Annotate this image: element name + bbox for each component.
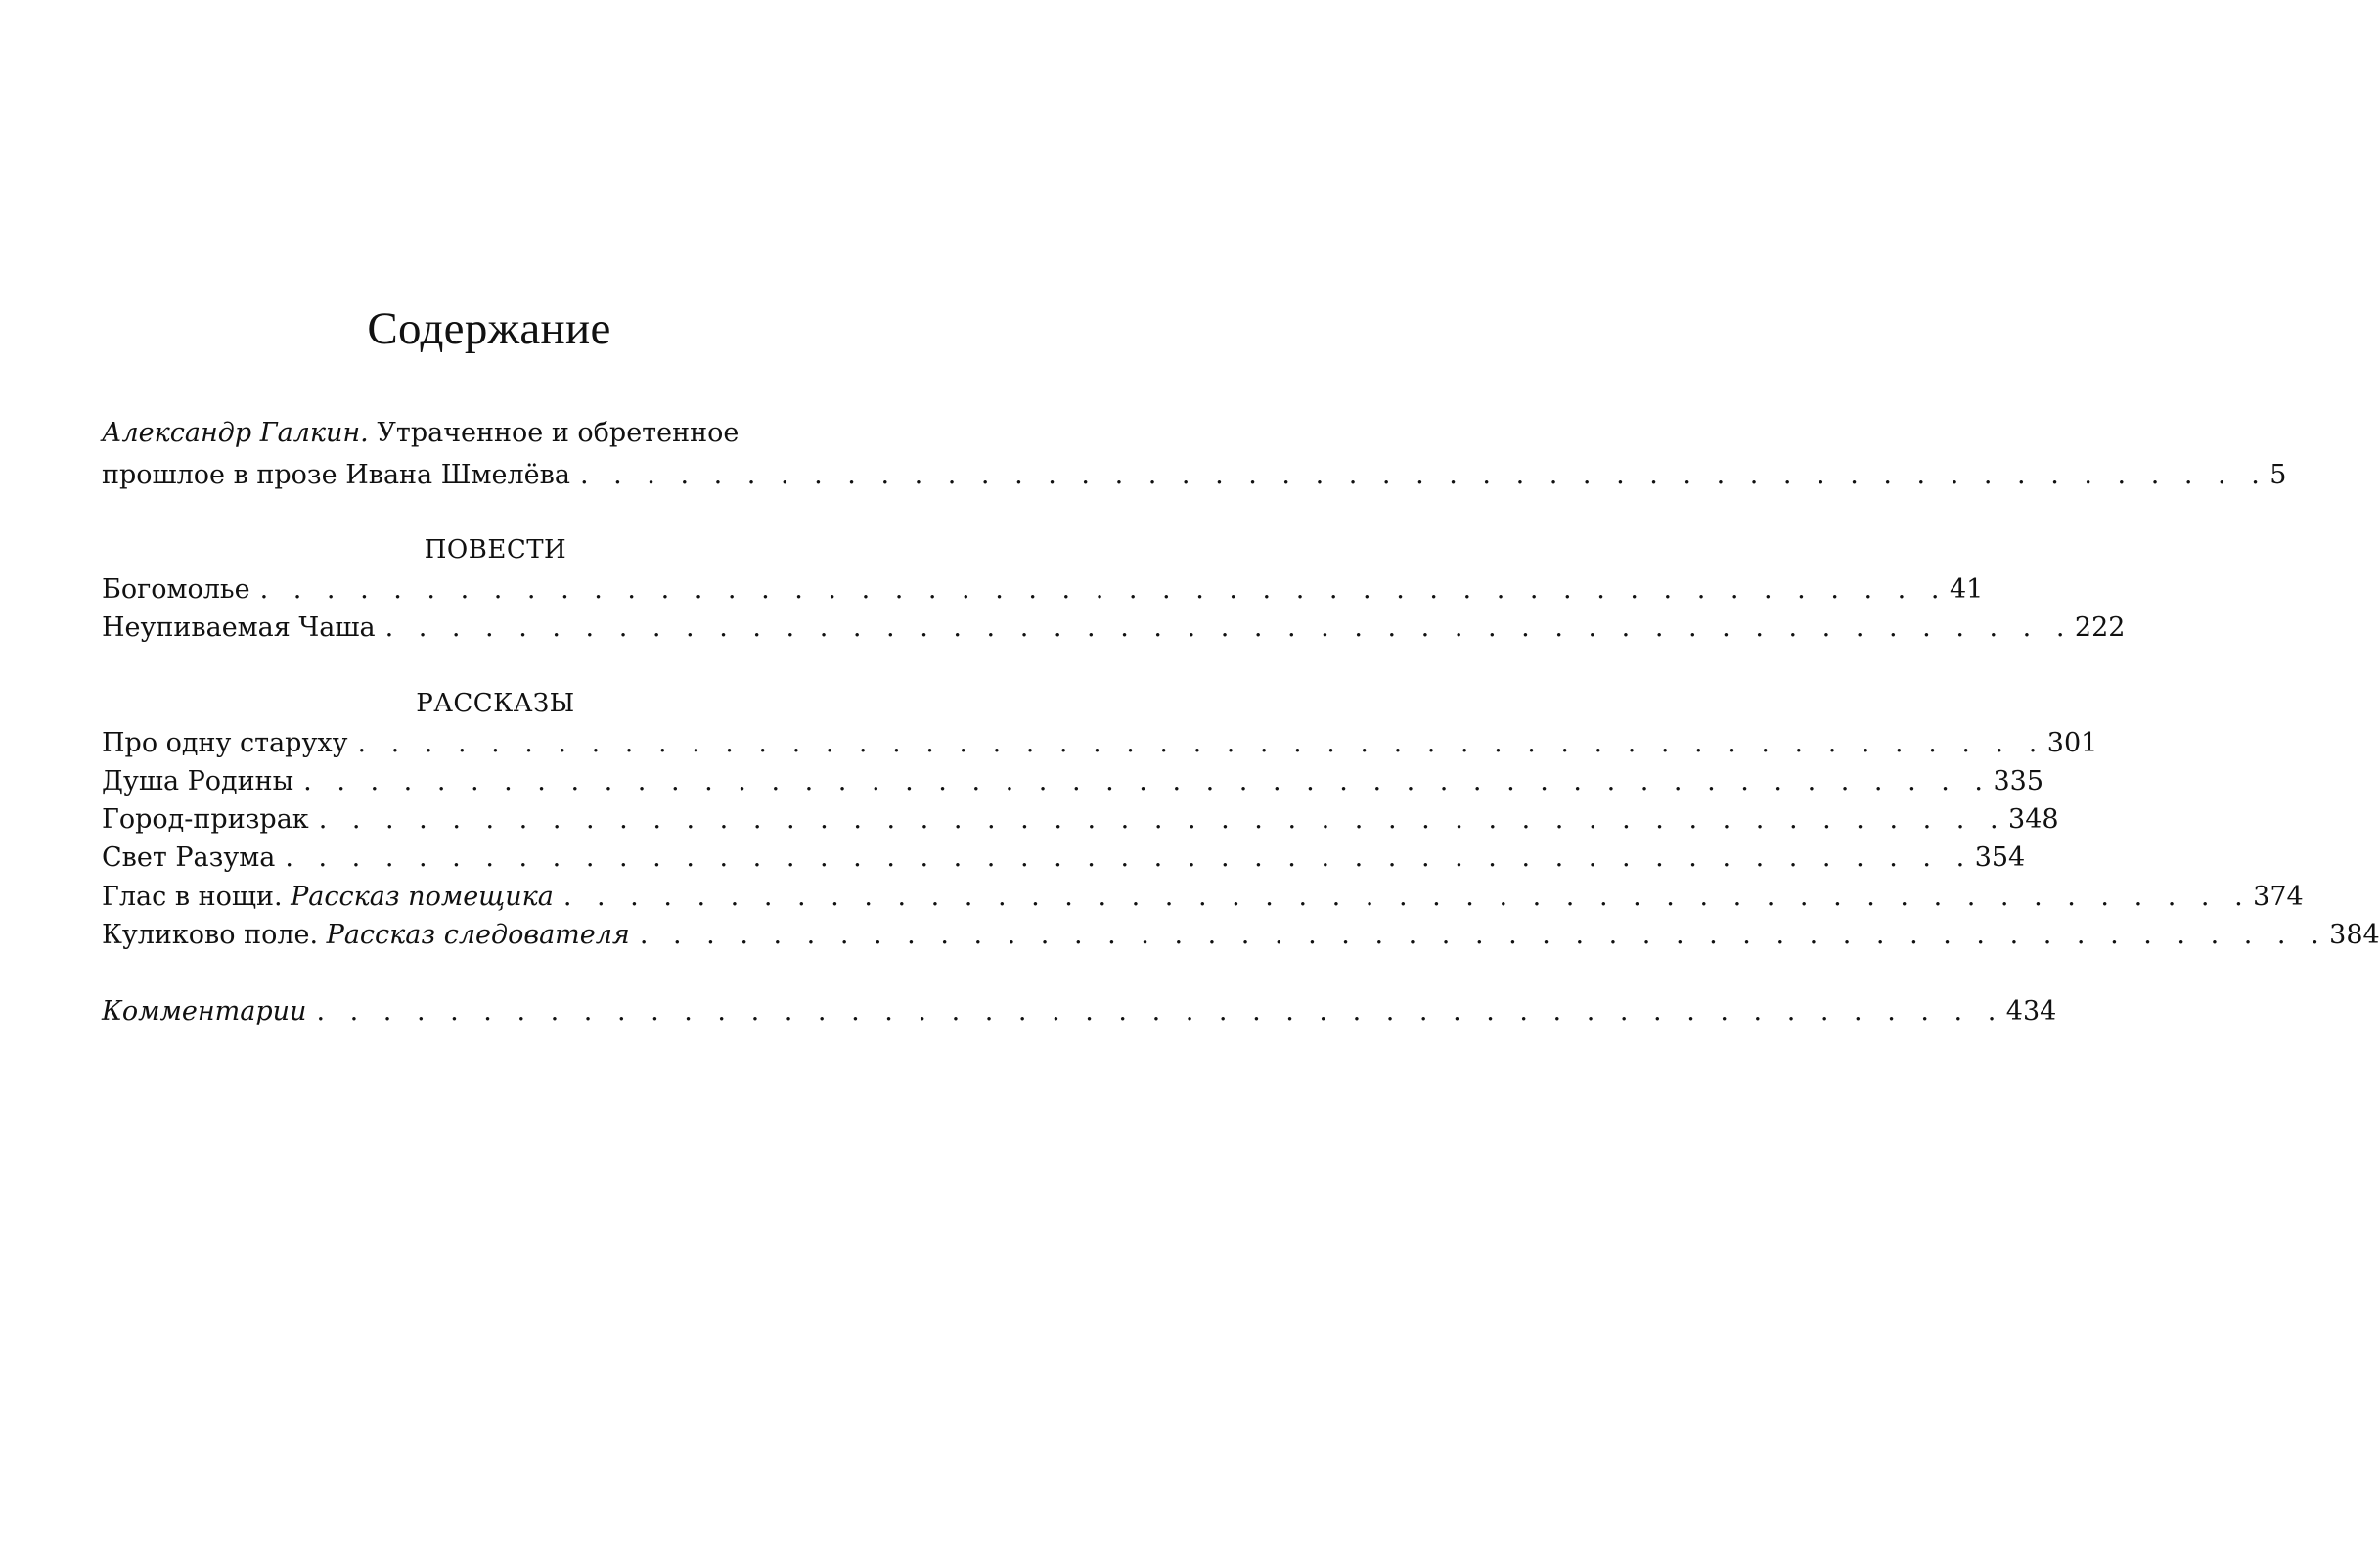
toc-entry-title: Про одну старуху	[102, 728, 348, 758]
toc-page-number: 5	[2269, 460, 2287, 490]
toc-entry[interactable]	[102, 762, 2044, 801]
dot-leader: . . . . . . . . . . . . . . . . . . . . . . . . . . . . . . . . . . . . . . . . . . . . . . . . . . .	[357, 728, 2045, 758]
toc-entry-title: Богомолье	[102, 574, 250, 605]
dot-leader: . . . . . . . . . . . . . . . . . . . . . . . . . . . . . . . . . . . . . . . . . . . . . . . . . . .	[303, 766, 1992, 796]
toc-entry[interactable]	[102, 724, 2098, 763]
toc-page-number: 374	[2253, 882, 2304, 912]
toc-entry-title: Неупиваемая Чаша	[102, 613, 376, 643]
page-title: Содержание	[367, 303, 611, 354]
toc-entry[interactable]	[102, 878, 2304, 917]
toc-entry-subtitle: Рассказ помещика	[291, 882, 554, 912]
toc-entry[interactable]	[102, 800, 2059, 840]
toc-entry-title: Куликово поле.	[102, 920, 319, 950]
toc-page-number: 335	[1993, 766, 2044, 796]
toc-page-number: 434	[2005, 996, 2057, 1026]
toc-entry[interactable]	[102, 570, 1984, 610]
section-heading-povesti: ПОВЕСТИ	[424, 535, 567, 565]
toc-intro-author: Александр Галкин.	[102, 418, 369, 448]
toc-page-number: 222	[2074, 613, 2126, 643]
toc-entry-title: Комментарии	[102, 996, 307, 1026]
dot-leader: . . . . . . . . . . . . . . . . . . . . . . . . . . . . . . . . . . . . . . . . . . . . . . . . . . .	[579, 460, 2268, 490]
section-heading-rasskazy: РАССКАЗЫ	[416, 689, 575, 718]
toc-entry-commentary[interactable]	[102, 992, 2057, 1031]
dot-leader: . . . . . . . . . . . . . . . . . . . . . . . . . . . . . . . . . . . . . . . . . . . . . . . . . . .	[318, 804, 2007, 835]
toc-entry-subtitle: Рассказ следователя	[326, 920, 630, 950]
toc-page-number: 354	[1974, 842, 2026, 873]
toc-entry[interactable]	[102, 609, 2126, 648]
toc-entry-title: Город-призрак	[102, 804, 309, 835]
toc-page-number: 301	[2046, 728, 2098, 758]
dot-leader: . . . . . . . . . . . . . . . . . . . . . . . . . . . . . . . . . . . . . . . . . . . . . . . . . . .	[384, 613, 2073, 643]
toc-page-number: 348	[2008, 804, 2059, 835]
toc-intro-title-part-2: прошлое в прозе Ивана Шмелёва	[102, 460, 570, 490]
toc-entry[interactable]	[102, 916, 2380, 955]
dot-leader: . . . . . . . . . . . . . . . . . . . . . . . . . . . . . . . . . . . . . . . . . . . . . . . . . . .	[316, 996, 2004, 1026]
toc-page-number: 384	[2329, 920, 2380, 950]
dot-leader: . . . . . . . . . . . . . . . . . . . . . . . . . . . . . . . . . . . . . . . . . . . . . . . . . . .	[639, 920, 2328, 950]
dot-leader: . . . . . . . . . . . . . . . . . . . . . . . . . . . . . . . . . . . . . . . . . . . . . . . . . . .	[259, 574, 1948, 605]
toc-entry-title: Свет Разума	[102, 842, 276, 873]
toc-intro-line-1	[102, 414, 886, 453]
toc-entry[interactable]	[102, 839, 2026, 878]
toc-entry-intro[interactable]	[102, 456, 2287, 495]
dot-leader: . . . . . . . . . . . . . . . . . . . . . . . . . . . . . . . . . . . . . . . . . . . . . . . . . . .	[285, 842, 1973, 873]
toc-intro-title-part-1: Утраченное и обретенное	[368, 418, 740, 448]
toc-entry-title: Душа Родины	[102, 766, 294, 796]
toc-entry-title: Глас в нощи.	[102, 882, 283, 912]
dot-leader: . . . . . . . . . . . . . . . . . . . . . . . . . . . . . . . . . . . . . . . . . . . . . . . . . . .	[562, 882, 2252, 912]
toc-page-number: 41	[1949, 574, 1984, 605]
